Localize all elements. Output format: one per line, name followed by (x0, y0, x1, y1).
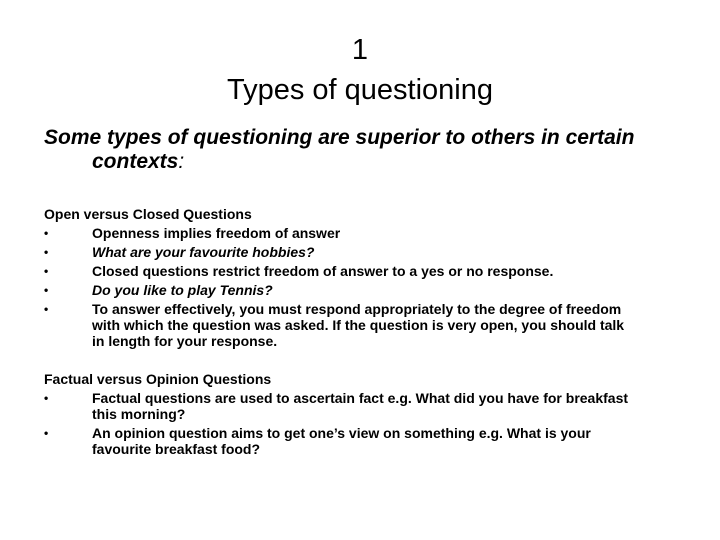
bullet-text: What are your favourite hobbies? (92, 244, 315, 260)
bullet-text: An opinion question aims to get one’s view on something e.g. What is your favourite breakfast food? (92, 425, 591, 457)
bullet-marker: • (44, 283, 49, 297)
section-heading: Factual versus Opinion Questions (44, 371, 272, 387)
list-item (44, 263, 694, 279)
section-heading: Open versus Closed Questions (44, 206, 252, 222)
intro-colon: : (178, 150, 185, 173)
intro-text: Some types of questioning are superior to others in certain contexts (44, 126, 635, 173)
bullet-text: To answer effectively, you must respond appropriately to the degree of freedom with which the question was asked. If the question is very open, you should talk in length for your response. (92, 301, 625, 349)
bullet-marker: • (44, 391, 49, 405)
bullet-marker: • (44, 426, 49, 440)
slide-number: 1 (351, 34, 369, 66)
list-item (44, 225, 694, 241)
section-factual-opinion (44, 371, 694, 460)
bullet-marker: • (44, 264, 49, 278)
list-item (44, 282, 694, 298)
intro-statement (44, 126, 720, 174)
bullet-text: Factual questions are used to ascertain fact e.g. What did you have for breakfast this morning? (92, 390, 629, 422)
slide-title (0, 30, 720, 110)
bullet-marker: • (44, 245, 49, 259)
list-item (44, 301, 694, 349)
bullet-text: Do you like to play Tennis? (92, 282, 273, 298)
bullet-marker: • (44, 226, 49, 240)
list-item (44, 390, 694, 422)
section-open-closed (44, 206, 694, 352)
list-item (44, 425, 694, 457)
bullet-marker: • (44, 302, 49, 316)
slide-title-text: Types of questioning (226, 74, 493, 106)
bullet-text: Openness implies freedom of answer (92, 225, 341, 241)
list-item (44, 244, 694, 260)
bullet-text: Closed questions restrict freedom of answer to a yes or no response. (92, 263, 554, 279)
